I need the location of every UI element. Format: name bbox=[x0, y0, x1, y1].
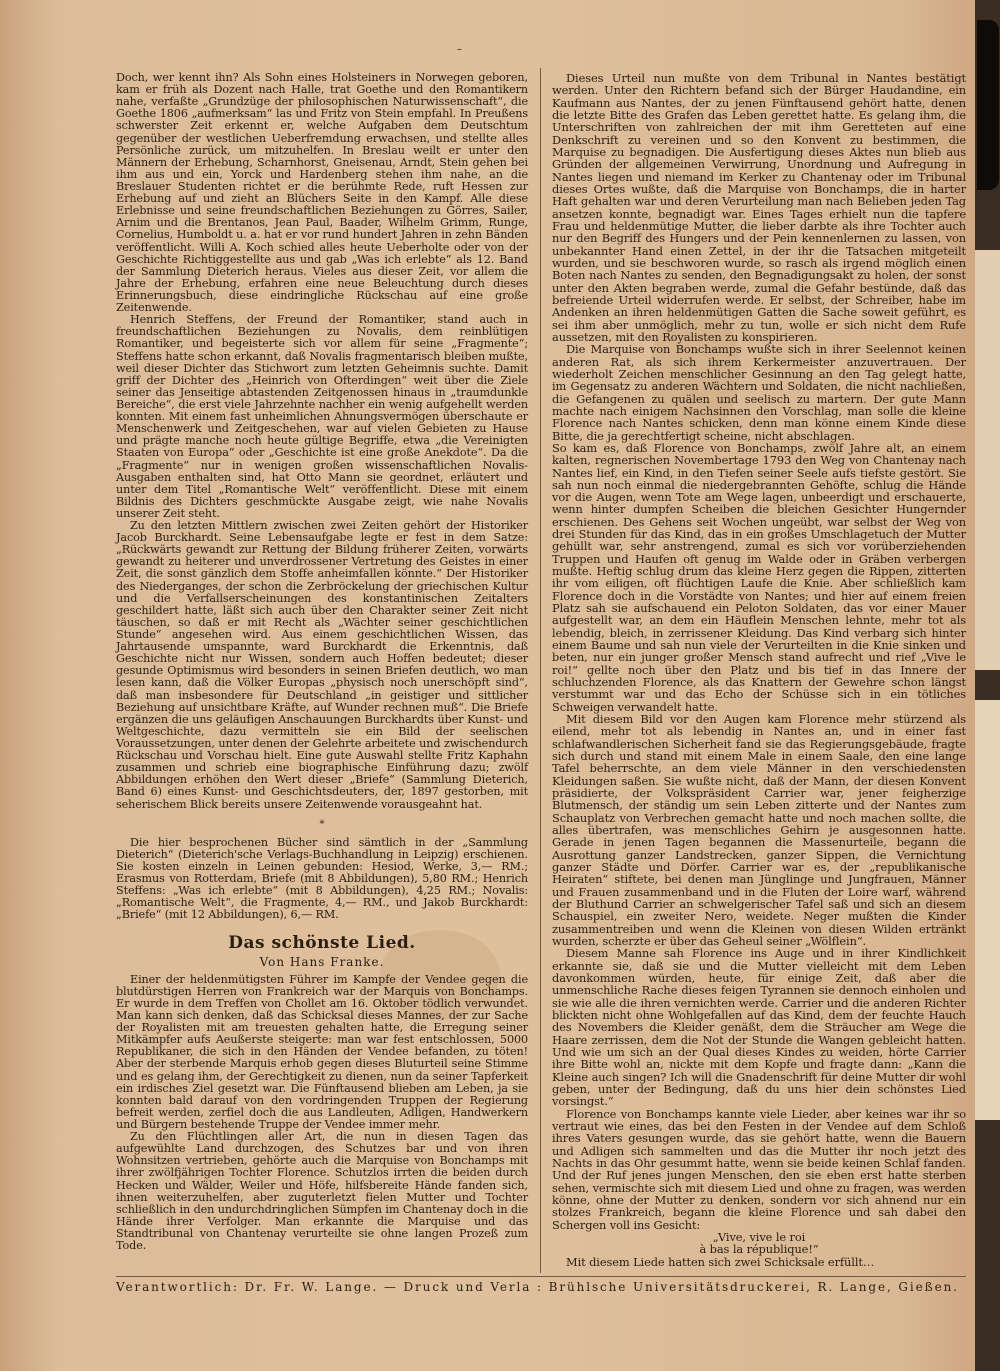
footer-rule bbox=[116, 1276, 966, 1277]
adjacent-page-strip bbox=[975, 250, 1000, 670]
story-paragraph: Mit diesem Bild vor den Augen kam Florence mehr stürzend als eilend, mehr tot als lebendig in Nantes an, und in einer fast schlafwandlerischen Sicherheit fand sie das Regierungsgebäude, fragte sich durch und stand mit einem Male in einem Saale, den eine lange Tafel beherrschte, an dem viele Männer in den verschiedensten Kleidungen saßen. Sie wußte nicht, daß der Mann, der diesen Konvent präsidierte, der Volkspräsident Carrier war, jener feigherzige Blutmensch, der ständig um sein Leben zitterte und der Nantes zum Schauplatz von Verbrechen gemacht hatte und noch machen sollte, die alles übertrafen, was menschliches Gehirn je ausgesonnen hatte. Gerade in jenen Tagen begannen die Massenurteile, begann die Ausrottung ganzer Landstrecken, ganzer Sippen, die Vernichtung ganzer Städte und Dörfer. Carrier war es, der „republikanische Heiraten“ stiftete, bei denen man Jünglinge und Jungfrauen, Männer und Frauen zusammenband und in die Fluten der Loire warf, während der Bluthund Carrier an schwelgerischer Tafel saß und sich an diesem Schauspiel, ein zweiter Nero, weidete. Neger mußten die Kinder zusammentreiben und wenn die Kleinen von diesen Wilden ertränkt wurden, scherzte er über das Geheul seiner „Wölflein“. bbox=[552, 712, 966, 948]
story-paragraph: Diesem Manne sah Florence ins Auge und in ihrer Kindlichkeit erkannte sie, daß sie und die Mutter vielleicht mit dem Leben davonkommen würden, heute, für einige Zeit, daß aber die unmenschliche Rache dieses feigen Tyrannen sie dennoch einholen und sie wie alle die ihren vernichten werde. Carrier und die anderen Richter blickten nicht ohne Wohlgefallen auf das Kind, dem der feuchte Hauch des Novembers die Kleider genäßt, dem die Sträucher am Wege die Haare zerrissen, dem die Not der Stunde die Wangen gebleicht hatten. Und wie um sich an der Qual dieses Kindes zu weiden, hörte Carrier ihre Bitte wohl an, nickte mit dem Kopfe und fragte dann: „Kann die Kleine auch singen? Ich will die Gnadenschrift für deine Mutter dir wohl geben, unter der Bedingung, daß du uns hier dein schönstes Lied vorsingst.“ bbox=[552, 946, 966, 1109]
imprint-footer: Verantwortlich: Dr. Fr. W. Lange. — Druck und Verla : Brühlsche Universitätsdruckerei, R. Lange, Gießen. bbox=[116, 1280, 959, 1294]
article-paragraph: Henrich Steffens, der Freund der Romantiker, stand auch in freundschaftlichen Beziehungen zu Novalis, dem reinblütigen Romantiker, und begeisterte sich vor allem für seine „Fragmente“; Steffens hatte schon erkannt, daß Novalis fragmentarisch bleiben mußte, weil dieser Dichter das Stichwort zum letzten Geheimnis suchte. Damit griff der Dichter des „Heinrich von Ofterdingen“ weit über die Ziele seiner das Jenseitige abtastenden Zeitgenossen hinaus in „traumdunkle Bereiche“, die erst viele Jahrzehnte nachher ein wenig aufgehellt werden konnten. Mit einem fast unheimlichen Ahnungsvermögen überschaute er Menschenwerk und Zeitgeschehen, war auf vielen Gebieten zu Hause und prägte manche noch heute gültige Begriffe, etwa „die Vereinigten Staaten von Europa“ oder „Geschichte ist eine große Anekdote“. Da die „Fragmente“ nur in wenigen großen wissenschaftlichen Novalis-Ausgaben enthalten sind, hat Otto Mann sie geordnet, erläutert und unter dem Titel „Romantische Welt“ veröffentlicht. Diese mit einem Bildnis des Dichters geschmückte Ausgabe zeigt, wie nahe Novalis unserer Zeit steht. bbox=[116, 313, 528, 520]
story-paragraph: Zu den Flüchtlingen aller Art, die nun in diesen Tagen das aufgewühlte Land durchzogen, des Schutzes bar und von ihren Wohnsitzen vertrieben, gehörte auch die Marquise von Bonchamps mit ihrer zwölfjährigen Tochter Florence. Schutzlos irrten die beiden durch Hecken und Wälder, Weiler und Höfe, hilfsbereite Hände fanden sich, ihnen weiterzuhelfen, aber zuguterletzt fielen Mutter und Tochter schließlich in den undurchdringlichen Sümpfen im Chantenay doch in die Hände ihrer Verfolger. Man erkannte die Marquise und das Standtribunal von Chantenay verurteilte sie ohne langen Prozeß zum Tode. bbox=[116, 1130, 528, 1253]
left-column bbox=[116, 72, 528, 1252]
adjacent-page-edge bbox=[975, 0, 1000, 1371]
song-verse-line: „Vive, vive le roi bbox=[712, 1229, 806, 1244]
adjacent-page-black-block bbox=[977, 20, 999, 190]
article-paragraph: Zu den letzten Mittlern zwischen zwei Zeiten gehört der Historiker Jacob Burckhardt. Seine Lebensaufgabe legte er fest in dem Satze: „Rückwärts gewandt zur Rettung der Bildung früherer Zeiten, vorwärts gewandt zu heiterer und unverdrossener Vertretung des Geistes in einer Zeit, die sonst gänzlich dem Stoffe anheimfallen könnte.“ Der Historiker des Niederganges, der schon die Zerbröckelung der griechischen Kultur und die Verfallserscheinungen des konstantinischen Zeitalters geschildert hatte, läßt sich auch über den Charakter seiner Zeit nicht täuschen, so daß er mit Recht als „Wächter seiner geschichtlichen Stunde“ angesehen wird. Aus einem geschichtlichen Wissen, das Jahrtausende umspannte, ward Burckhardt die Erkenntnis, daß Geschichte nicht nur Wissen, sondern auch Hoffen bedeutet; dieser gesunde Optimismus wird besonders in seinen Briefen deutlich, wo man lesen kann, daß die Völker Europas „physisch noch unerschöpft sind“, daß man insbesondere für Deutschland „in geistiger und sittlicher Beziehung auf unsichtbare Kräfte, auf Wunder rechnen muß“. Die Briefe ergänzen die uns geläufigen Anschauungen Burckhardts über Kunst- und Weltgeschichte, dazu vermitteln sie ein Bild der seelischen Voraussetzungen, unter denen der Gelehrte arbeitete und zwischendurch Rückschau und Vorschau hielt. Eine gute Auswahl stellte Fritz Kaphahn zusammen und schrieb eine biographische Einführung dazu; zwölf Abbildungen erhöhen den Wert dieser „Briefe“ (Sammlung Dieterich, Band 6) eines Kunst- und Geschichtsdeuters, der, 1897 gestorben, mit seherischem Blick bereits unsere Zeitenwende vorausgeahnt hat. bbox=[116, 519, 528, 811]
story-paragraph: Einer der heldenmütigsten Führer im Kampfe der Vendee gegen die blutdürstigen Herren von Frankreich war der Marquis von Bonchamps. Er wurde in dem Treffen von Chollet am 16. Oktober tödlich verwundet. Man kann sich denken, daß das Schicksal dieses Mannes, der zur Sache der Royalisten mit am treuesten gehalten hatte, die Erregung seiner Mitkämpfer aufs Aeußerste steigerte: man war fest entschlossen, 5000 Republikaner, die sich in den Händen der Vendee befanden, zu töten! Aber der sterbende Marquis erhob gegen dieses Bluturteil seine Stimme und es gelang ihm, der Gerechtigkeit zu dienen, nun da seiner Tapferkeit ein irdisches Ziel gesetzt war. Die Fünftausend blieben am Leben, ja sie konnten bald darauf von den vordringenden Truppen der Regierung befreit werden, zerfiel doch die aus Landleuten, Adligen, Handwerkern und Bürgern bestehende Truppe der Vendee immer mehr. bbox=[116, 972, 528, 1131]
story-paragraph: So kam es, daß Florence von Bonchamps, zwölf Jahre alt, an einem kalten, regnerischen Novembertage 1793 den Weg von Chantenay nach Nantes lief, ein Kind, in den Tiefen seiner Seele aufs tiefste gestört. Sie sah nun noch einmal die niedergebrannten Gehöfte, schlug die Hände vor die Augen, wenn Tote am Wege lagen, unbeerdigt und erschauerte, wenn hinter dumpfen Scheiben die bleichen Gesichter Hungernder erschienen. Des Gehens seit Wochen ungeübt, war selbst der Weg von drei Stunden für das Kind, das in ein großes Umschlagetuch der Mutter gehüllt war, sehr anstrengend, zumal es sich vor vorüberziehenden Truppen und Haufen oft genug im Walde oder in Gräben verbergen mußte. Heftig schlug drum das kleine Herz gegen die Rippen, zitterten ihr vom eiligen, oft flüchtigen Laufe die Knie. Aber schließlich kam Florence doch in die Vorstädte von Nantes; und hier auf einem freien Platz sah sie aufschauend ein Peloton Soldaten, das vor einer Mauer aufgestellt war, an dem ein Häuflein Menschen lehnte, mehr tot als lebendig, bleich, in zerrissener Kleidung. Das Kind verbarg sich hinter einem Baume und sah nun viele der Verurteilten in die Knie sinken und beten, nur ein junger großer Mensch stand aufrecht und rief „Vive le roi!“ gellte noch über den Platz und bis tief in das Innere der schluchzenden Florence, als das Knattern der Gewehre schon längst verstummt war und das Echo der Schüsse sich in ein tötliches Schweigen verwandelt hatte. bbox=[552, 440, 966, 714]
story-title: Das schönste Lied. bbox=[228, 932, 416, 953]
article-paragraph: Doch, wer kennt ihn? Als Sohn eines Holsteiners in Norwegen geboren, kam er früh als Dozent nach Halle, trat Goethe und den Romantikern nahe, verfaßte „Grundzüge der philosophischen Naturwissenschaft“, die Goethe 1806 „aufmerksam“ las und Fritz von Stein empfahl. In Preußens schwerster Zeit erkennt er, welche Aufgaben dem Deutschtum gegenüber der westlichen Ueberfremdung erwachsen, und stellte alles Persönliche zurück, um mitzuhelfen. In Breslau weilt er unter den Männern der Erhebung, Scharnhorst, Gneisenau, Arndt, Stein gehen bei ihm aus und ein, Yorck und Hardenberg stehen ihm nahe, an die Breslauer Studenten richtet er die berühmte Rede, ruft Hessen zur Erhebung auf und zieht an Blüchers Seite in den Kampf. Alle diese Erlebnisse und seine freundschaftlichen Beziehungen zu Görres, Sailer, Arnim und die Brentanos, Jean Paul, Baader, Wilhelm Grimm, Runge, Cornelius, Humboldt u. a. hat er vor rund hundert Jahren in zehn Bänden veröffentlicht. Willi A. Koch schied alles heute Ueberholte oder von der Geschichte Richtiggestellte aus und gab „Was ich erlebte“ als 12. Band der Sammlung Dieterich heraus. Vieles aus dieser Zeit, vor allem die Jahre der Erhebung, erfahren eine neue Beleuchtung durch dieses Erinnerungsbuch, diese eindringliche Rückschau auf eine große Zeitenwende. bbox=[116, 71, 528, 315]
top-mark: – bbox=[457, 44, 462, 55]
story-paragraph: Dieses Urteil nun mußte von dem Tribunal in Nantes bestätigt werden. Unter den Richtern befand sich der Bürger Haudandine, ein Kaufmann aus Nantes, der zu jenen Fünftausend gehört hatte, denen die letzte Bitte des Grafen das Leben gerettet hatte. Es gelang ihm, die Unterschriften von zahlreichen der mit ihm Geretteten auf eine Denkschrift zu vereinen und so den Konvent zu bestimmen, die Marquise zu begnadigen. Die Ausfertigung dieses Aktes nun blieb aus Gründen der allgemeinen Verwirrung, Unordnung und Aufregung in Nantes liegen und niemand im Kerker zu Chantenay oder im Tribunal dieses Ortes wußte, daß die Marquise von Bonchamps, die in harter Haft gehalten war und deren Verurteilung man nach Belieben jeden Tag ansetzen konnte, begnadigt war. Eines Tages erhielt nun die tapfere Frau und heldenmütige Mutter, die lieber darbte als ihre Tochter auch nur den Begriff des Hungers und der Pein kennenlernen zu lassen, von unbekannter Hand einen Zettel, in der ihr die Tatsachen mitgeteilt wurden, und sie beschworen wurde, so rasch als irgend möglich einen Boten nach Nantes zu senden, den Begnadigungsakt zu holen, der sonst unter den Akten begraben werde, zumal die Gefahr bestünde, daß das befreiende Urteil widerrufen werde. Er selbst, der Schreiber, habe im Andenken an ihren heldenmütigen Gatten die Sache soweit geführt, es sei ihm aber unmöglich, mehr zu tun, wolle er sich nicht dem Rufe aussetzen, mit den Royalisten zu konspirieren. bbox=[552, 71, 966, 344]
story-closing-line: Mit diesem Liede hatten sich zwei Schicksale erfüllt… bbox=[566, 1254, 875, 1269]
story-byline: Von Hans Franke. bbox=[259, 954, 385, 969]
sources-note: Die hier besprochenen Bücher sind sämtlich in der „Sammlung Dieterich“ (Dieterich'sche Verlags-Buchhandlung in Leipzig) erschienen. Sie kosten einzeln in Leinen gebunden: Hesiod, Werke, 3,— RM.; Erasmus von Rotterdam, Briefe (mit 8 Abbildungen), 5,80 RM.; Henrich Steffens: „Was ich erlebte“ (mit 8 Abbildungen), 4,25 RM.; Novalis: „Romantische Welt“, die Fragmente, 4,— RM., und Jakob Burckhardt: „Briefe“ (mit 12 Abbildungen), 6,— RM. bbox=[116, 835, 528, 922]
column-divider bbox=[540, 68, 541, 1273]
right-column bbox=[552, 72, 966, 1268]
story-paragraph: Florence von Bonchamps kannte viele Lieder, aber keines war ihr so vertraut wie eines, das bei den Festen in der Vendee auf dem Schloß ihres Vaters gesungen wurde, das sie gehört hatte, wenn die Bauern und Adligen sich sammelten und das die Mutter ihr noch jetzt des Nachts in das Ohr gesummt hatte, wenn sie beide keinen Schlaf fanden. Und der Ruf jenes jungen Menschen, den sie eben erst hatte sterben sehen, vermischte sich mit diesem Lied und ohne zu fragen, was werden könne, ohne der Mutter zu denken, sondern vor sich ahnend nur ein stolzes Frankreich, begann die kleine Florence und sah dabei den Schergen voll ins Gesicht: bbox=[552, 1106, 966, 1232]
song-verse-line: à bas la république!“ bbox=[699, 1242, 819, 1257]
section-separator: * bbox=[319, 818, 325, 830]
adjacent-page-strip bbox=[975, 700, 1000, 1120]
story-paragraph: Die Marquise von Bonchamps wußte sich in ihrer Seelennot keinen anderen Rat, als sich ihrem Kerkermeister anzuvertrauen. Der wiederholt Zeichen menschlicher Gesinnung an den Tag gelegt hatte, im Gegensatz zu anderen Wächtern und Soldaten, die nicht nachließen, die Gefangenen zu quälen und seelisch zu martern. Der gute Mann machte nach einigem Nachsinnen den Vorschlag, man solle die kleine Florence nach Nantes schicken, denn man könne einem Kinde diese Bitte, die ja gerechtfertigt scheine, nicht abschlagen. bbox=[552, 342, 966, 443]
